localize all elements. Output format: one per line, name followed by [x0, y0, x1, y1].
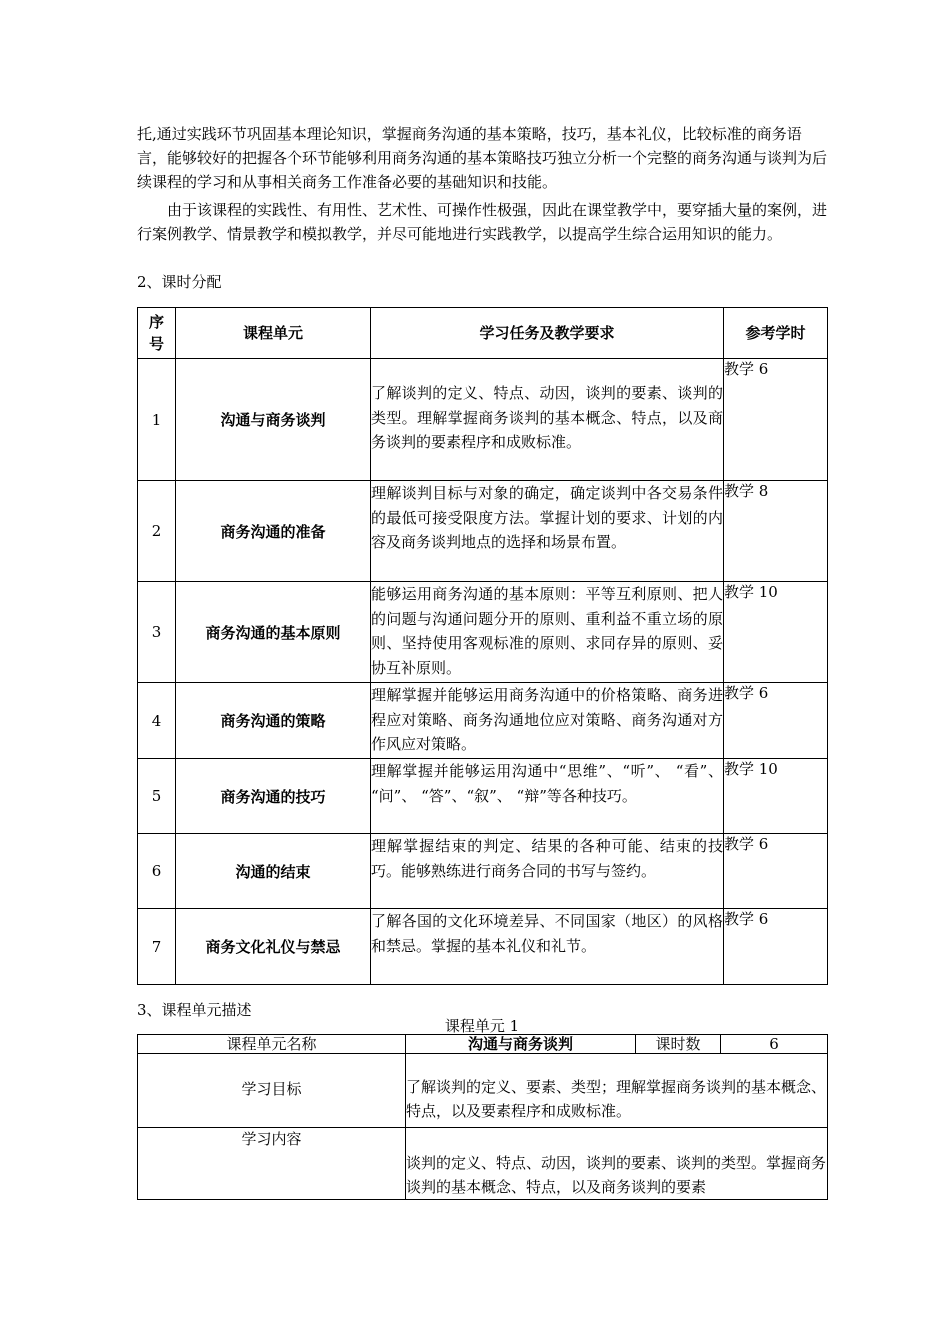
hours-allocation-table [137, 307, 828, 985]
row-no: 7 [138, 909, 176, 985]
row-task: 理解掌握结束的判定、结果的各种可能、结束的技巧。能够熟练进行商务合同的书写与签约。 [371, 834, 724, 909]
table-row [138, 683, 828, 759]
row-task: 理解谈判目标与对象的确定，确定谈判中各交易条件的最低可接受限度方法。掌握计划的要求、计划的内容及商务谈判地点的选择和场景布置。 [371, 481, 724, 582]
row-unit: 沟通的结束 [176, 834, 371, 909]
section-heading-hours: 2、课时分配 [137, 273, 222, 291]
row-no: 6 [138, 834, 176, 909]
row-hours: 教学 6 [724, 834, 828, 909]
row-hours: 教学 6 [724, 909, 828, 985]
row-unit: 商务沟通的基本原则 [176, 582, 371, 683]
table-row [138, 759, 828, 834]
unit-table-caption: 课程单元 1 [444, 1017, 520, 1035]
unit-hours-value: 6 [721, 1035, 828, 1054]
row-hours: 教学 10 [724, 759, 828, 834]
row-task: 理解掌握并能够运用沟通中“思维”、“听”、 “看”、 “问”、 “答”、“叙”、 “辩”等各种技巧。 [371, 759, 724, 834]
row-hours: 教学 6 [724, 683, 828, 759]
row-no: 3 [138, 582, 176, 683]
unit-description-table [137, 1034, 828, 1200]
table-row [138, 481, 828, 582]
row-unit: 商务文化礼仪与禁忌 [176, 909, 371, 985]
row-unit: 沟通与商务谈判 [176, 359, 371, 481]
table-row [138, 909, 828, 985]
row-no: 2 [138, 481, 176, 582]
header-task: 学习任务及教学要求 [371, 308, 724, 359]
learning-content-row [138, 1128, 828, 1200]
row-task: 了解谈判的定义、特点、动因，谈判的要素、谈判的类型。理解掌握商务谈判的基本概念、特点，以及商务谈判的要素程序和成败标准。 [371, 359, 724, 481]
table-row [138, 359, 828, 481]
learning-goal-row [138, 1054, 828, 1128]
table-row [138, 834, 828, 909]
row-task: 了解各国的文化环境差异、不同国家（地区）的风格和禁忌。掌握的基本礼仪和礼节。 [371, 909, 724, 985]
learning-content-text: 谈判的定义、特点、动因，谈判的要素、谈判的类型。掌握商务谈判的基本概念、特点，以及商务谈判的要素 [406, 1128, 828, 1200]
row-unit: 商务沟通的准备 [176, 481, 371, 582]
row-hours: 教学 8 [724, 481, 828, 582]
learning-goal-label: 学习目标 [138, 1054, 406, 1128]
row-task: 理解掌握并能够运用商务沟通中的价格策略、商务进程应对策略、商务沟通地位应对策略、商务沟通对方作风应对策略。 [371, 683, 724, 759]
table-row [138, 582, 828, 683]
unit-name-label: 课程单元名称 [138, 1035, 406, 1054]
row-unit: 商务沟通的策略 [176, 683, 371, 759]
row-task: 能够运用商务沟通的基本原则：平等互利原则、把人的问题与沟通问题分开的原则、重利益不重立场的原则、坚持使用客观标准的原则、求同存异的原则、妥协互补原则。 [371, 582, 724, 683]
table-header-row [138, 308, 828, 359]
learning-content-label: 学习内容 [138, 1128, 406, 1200]
row-no: 1 [138, 359, 176, 481]
section-heading-unit-description: 3、课程单元描述 [137, 1001, 252, 1019]
row-hours: 教学 10 [724, 582, 828, 683]
header-hours: 参考学时 [724, 308, 828, 359]
intro-paragraph-1: 托,通过实践环节巩固基本理论知识，掌握商务沟通的基本策略，技巧，基本礼仪，比较标准的商务语言，能够较好的把握各个环节能够利用商务沟通的基本策略技巧独立分析一个完整的商务沟通与谈判为后续课程的学习和从事相关商务工作准备必要的基础知识和技能。 [137, 125, 828, 191]
unit-hours-label: 课时数 [636, 1035, 721, 1054]
row-unit: 商务沟通的技巧 [176, 759, 371, 834]
row-hours: 教学 6 [724, 359, 828, 481]
row-no: 5 [138, 759, 176, 834]
row-no: 4 [138, 683, 176, 759]
unit-name-value: 沟通与商务谈判 [406, 1035, 636, 1054]
unit-name-row [138, 1035, 828, 1054]
intro-paragraph-2: 由于该课程的实践性、有用性、艺术性、可操作性极强，因此在课堂教学中，要穿插大量的案例，进行案例教学、情景教学和模拟教学，并尽可能地进行实践教学，以提高学生综合运用知识的能力。 [137, 201, 828, 243]
learning-goal-text: 了解谈判的定义、要素、类型；理解掌握商务谈判的基本概念、特点，以及要素程序和成败标准。 [406, 1054, 828, 1128]
header-no: 序号 [138, 308, 176, 359]
header-unit: 课程单元 [176, 308, 371, 359]
